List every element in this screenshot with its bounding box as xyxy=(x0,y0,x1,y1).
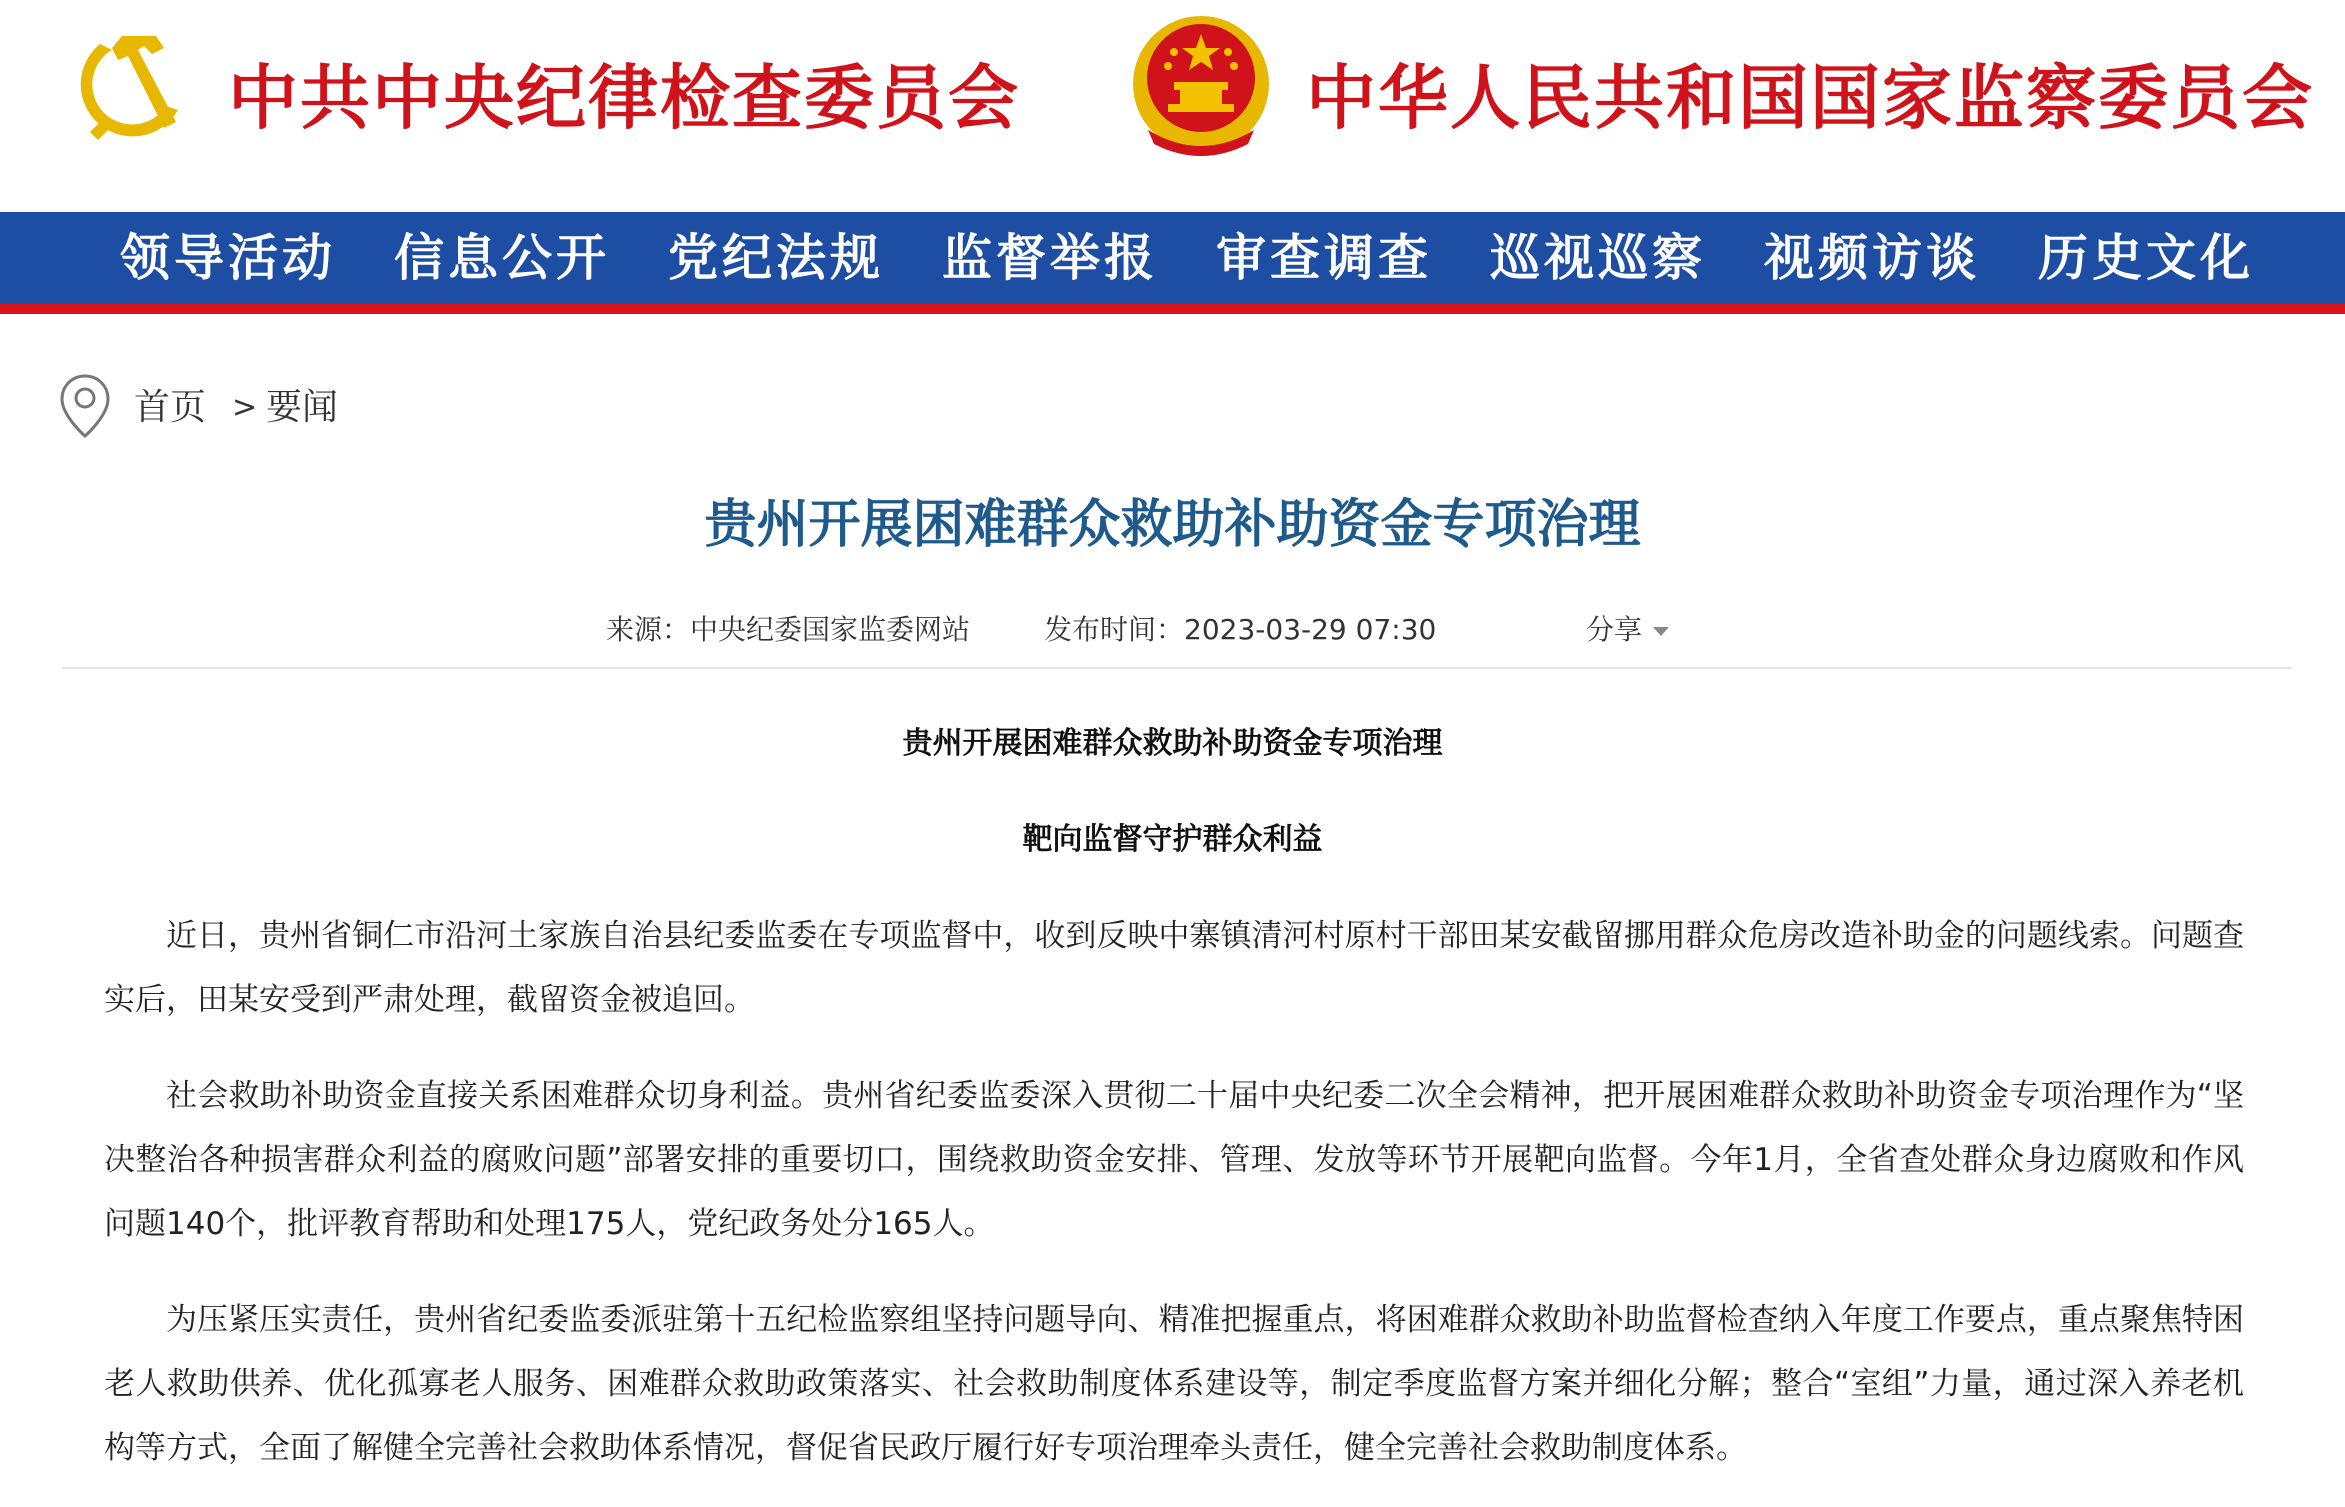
article-paragraph-1: 近日，贵州省铜仁市沿河土家族自治县纪委监委在专项监督中，收到反映中寨镇清河村原村干部田某安截留挪用群众危房改造补助金的问题线索。问题查实后，田某安受到严肃处理，截留资金被追回。 xyxy=(104,918,2244,1018)
time-label: 发布时间： xyxy=(1044,613,1185,646)
masthead xyxy=(0,0,2345,212)
article-subtitle-1: 贵州开展困难群众救助补助资金专项治理 xyxy=(902,726,1443,761)
share-label: 分享 xyxy=(1586,613,1643,646)
article-paragraph-3: 为压紧压实责任，贵州省纪委监委派驻第十五纪检监察组坚持问题导向、精准把握重点，将困难群众救助补助监督检查纳入年度工作要点，重点聚焦特困老人救助供养、优化孤寡老人服务、困难群众救助政策落实、社会救助制度体系建设等，制定季度监督方案并细化分解；整合“室组”力量，通过深入养老机构等方式，全面了解健全完善社会救助体系情况，督促省民政厅履行好专项治理牵头责任，健全完善社会救助制度体系。 xyxy=(104,1302,2244,1466)
breadcrumb-home[interactable]: 首页 xyxy=(134,387,207,428)
article-source xyxy=(606,610,970,650)
party-emblem-icon[interactable] xyxy=(60,14,200,154)
national-emblem-icon[interactable] xyxy=(1128,12,1274,162)
nav-divider-stripe xyxy=(0,304,2345,314)
nav-item-info-disclosure[interactable]: 信息公开 xyxy=(394,228,610,287)
nav-item-video[interactable]: 视频访谈 xyxy=(1764,228,1980,287)
location-pin-icon xyxy=(58,372,112,440)
article-title: 贵州开展困难群众救助补助资金专项治理 xyxy=(704,495,1641,555)
source-value: 中央纪委国家监委网站 xyxy=(690,613,971,646)
nav-item-history[interactable]: 历史文化 xyxy=(2038,228,2254,287)
main-navigation xyxy=(0,212,2345,304)
nav-item-leadership[interactable]: 领导活动 xyxy=(120,228,336,287)
breadcrumb-separator: > xyxy=(232,390,258,425)
article-publish-time xyxy=(1044,610,1436,650)
time-value: 2023-03-29 07:30 xyxy=(1184,613,1437,646)
chevron-down-icon xyxy=(1651,624,1671,638)
article-subtitle-2: 靶向监督守护群众利益 xyxy=(1022,822,1323,857)
org-name-ccdi: 中共中央纪律检查委员会 xyxy=(228,56,1020,139)
nav-item-investigation[interactable]: 审查调查 xyxy=(1216,228,1432,287)
source-label: 来源： xyxy=(606,613,691,646)
meta-divider xyxy=(62,667,2292,669)
share-button[interactable] xyxy=(1586,610,1671,650)
nav-item-inspection[interactable]: 巡视巡察 xyxy=(1490,228,1706,287)
nav-item-report[interactable]: 监督举报 xyxy=(942,228,1158,287)
article-paragraph-2: 社会救助补助资金直接关系困难群众切身利益。贵州省纪委监委深入贯彻二十届中央纪委二次全会精神，把开展困难群众救助补助资金专项治理作为“坚决整治各种损害群众利益的腐败问题”部署安排的重要切口，围绕救助资金安排、管理、发放等环节开展靶向监督。今年1月，全省查处群众身边腐败和作风问题140个，批评教育帮助和处理175人，党纪政务处分165人。 xyxy=(104,1078,2244,1242)
breadcrumb-current[interactable]: 要闻 xyxy=(266,387,339,428)
nav-item-regulations[interactable]: 党纪法规 xyxy=(668,228,884,287)
org-name-nsc: 中华人民共和国国家监察委员会 xyxy=(1306,56,2314,139)
